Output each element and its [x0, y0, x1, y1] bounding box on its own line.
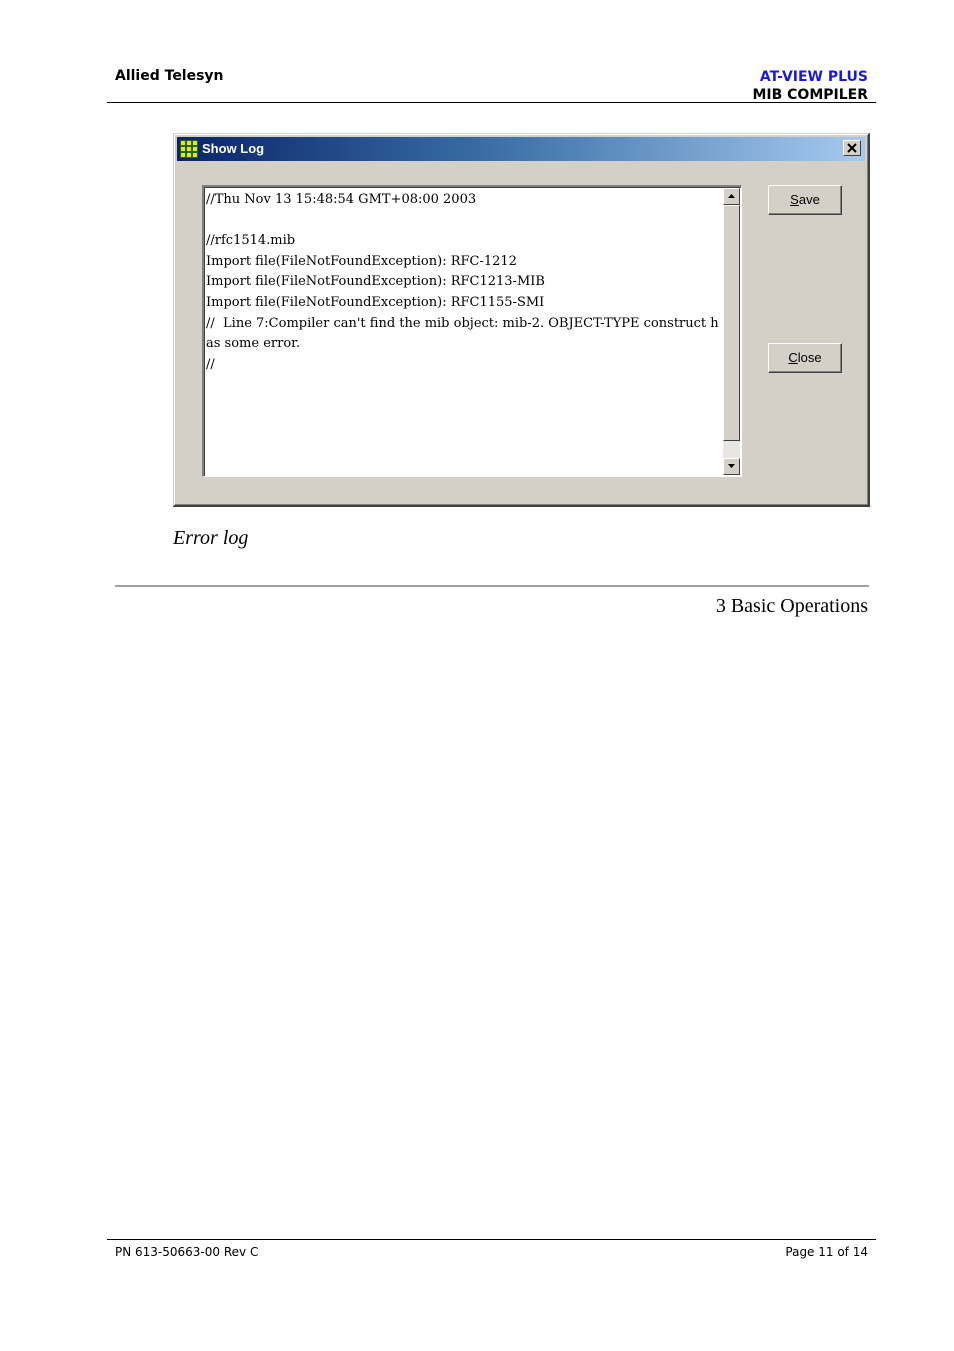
- save-accelerator: S: [790, 192, 799, 207]
- arrow-up-icon: [727, 193, 736, 199]
- log-content: //Thu Nov 13 15:48:54 GMT+08:00 2003 //rfc1514.mib Import file(FileNotFoundException): RFC-1212 Import file(FileNotFoundException): RFC1213-MIB Import file(FileNotFoundException): RFC1155-SMI // Line 7:Compiler can't find the mib object: mib-2. OBJECT-TYPE construct has some error. //: [206, 192, 719, 372]
- show-log-dialog: [173, 133, 870, 507]
- part-number: PN 613-50663-00 Rev C: [115, 1245, 259, 1259]
- section-title: 3 Basic Operations: [715, 595, 868, 617]
- save-button[interactable]: [768, 185, 842, 215]
- scroll-down-button[interactable]: [723, 458, 740, 475]
- company-name: Allied Telesyn: [115, 68, 224, 84]
- figure-caption: Error log: [173, 527, 249, 549]
- window-close-button[interactable]: [843, 140, 861, 156]
- vertical-scrollbar[interactable]: [723, 188, 740, 475]
- scrollbar-thumb[interactable]: [723, 205, 740, 441]
- close-icon: [847, 143, 857, 153]
- dialog-title: Show Log: [202, 141, 265, 156]
- product-name: AT-VIEW PLUS: [759, 69, 868, 85]
- footer-divider: [107, 1239, 876, 1240]
- close-button[interactable]: [768, 343, 842, 373]
- app-grid-icon: [180, 140, 198, 158]
- dialog-title-bar[interactable]: [177, 137, 865, 161]
- header-divider: [107, 102, 876, 103]
- section-divider: [115, 585, 869, 587]
- section-name: MIB COMPILER: [752, 87, 868, 103]
- save-label: ave: [798, 192, 820, 207]
- doc-header-right: [752, 68, 868, 104]
- log-text-area[interactable]: [202, 185, 742, 477]
- close-label: lose: [797, 350, 822, 365]
- page-number: Page 11 of 14: [785, 1245, 868, 1259]
- arrow-down-icon: [727, 463, 736, 469]
- close-accelerator: C: [788, 350, 798, 365]
- scroll-up-button[interactable]: [723, 188, 740, 205]
